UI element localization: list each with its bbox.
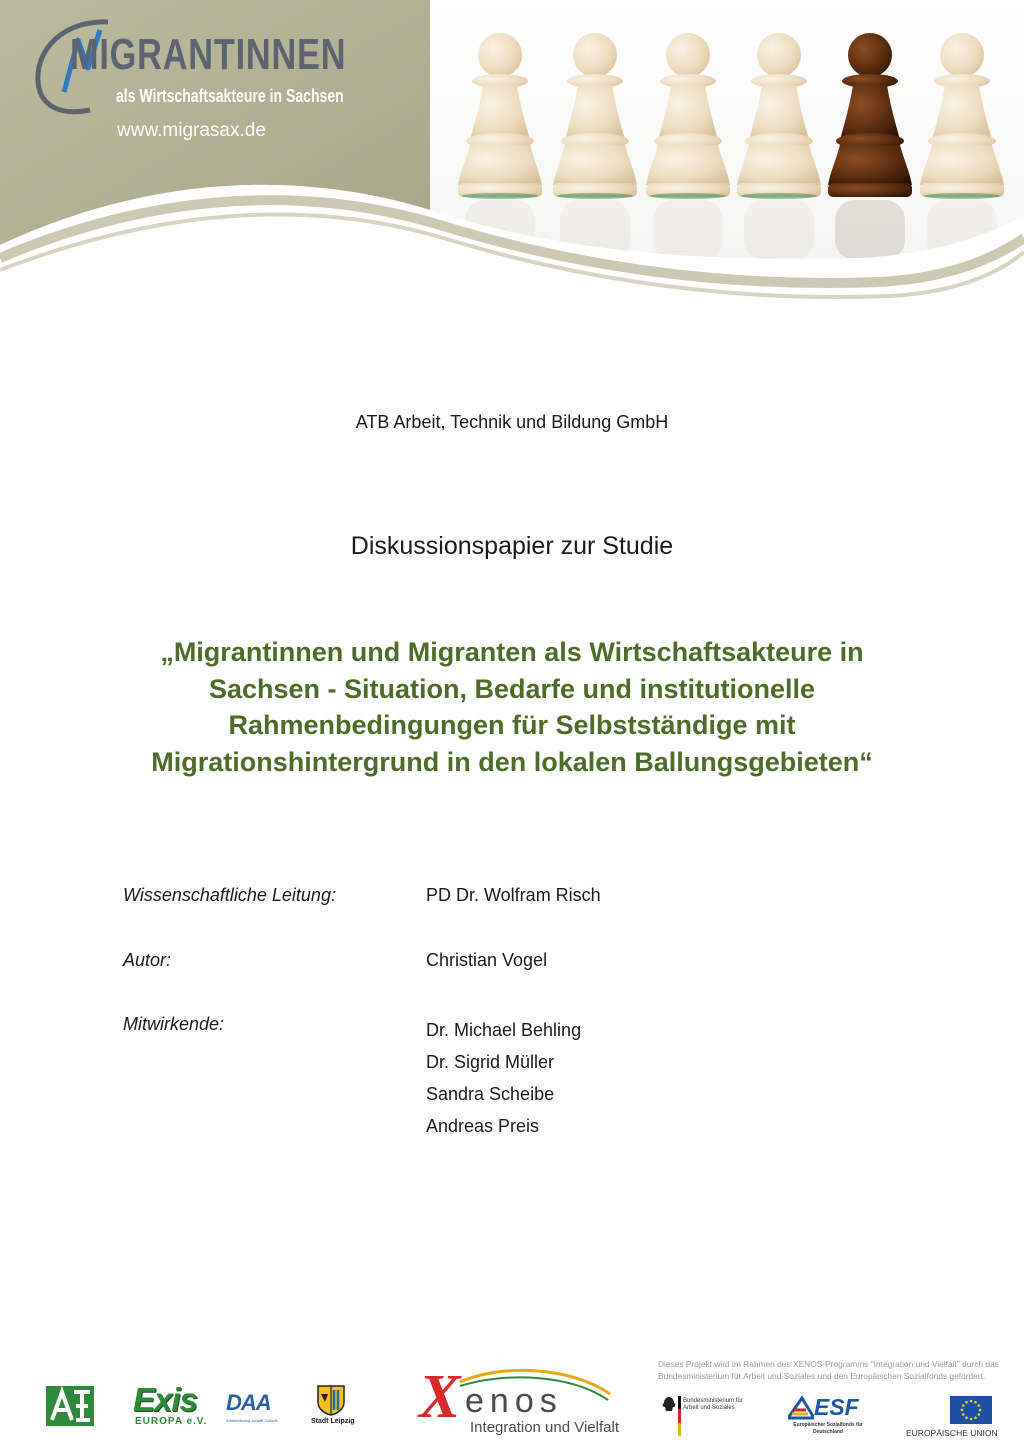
eu-star [970,1418,973,1421]
eu-star [970,1400,973,1403]
eu-star [977,1413,980,1416]
study-title: „Migrantinnen und Migranten als Wirtschaftsakteure in Sachsen - Situation, Bedarfe und institutionelle Rahmenbedingungen für Selbstständige mit Migrationshintergrund in den lokalen Ballungsgebieten“ [151,637,873,777]
logo-tagline: als Wirtschaftsakteure in Sachsen [116,86,344,106]
mitwirkende-item: Sandra Scheibe [426,1084,555,1104]
leitung-value: PD Dr. Wolfram Risch [426,885,601,905]
organization-name: ATB Arbeit, Technik und Bildung GmbH [355,412,669,432]
logo-wordmark: MIGRANTINNEN [70,30,347,79]
eu-star [961,1409,964,1412]
esf-label: Europäischer Sozialfonds für Deutschland [793,1422,863,1435]
daa-sub: Weiterbildung schafft Zukunft [226,1418,278,1423]
autor-value: Christian Vogel [426,950,548,970]
leitung-label: Wissenschaftliche Leitung: [123,885,336,905]
mitwirkende-label: Mitwirkende: [123,1014,225,1034]
eu-flag-icon [950,1396,992,1424]
funding-note: Dieses Projekt wird im Rahmen des XENOS-Programms "Integration und Vielfalt" durch das Bundesministerium für Arbeit und Soziales und den Europäischen Sozialfonds gefördert. [658,1359,999,1381]
autor-label: Autor: [123,950,172,970]
eu-star [974,1416,977,1419]
german-flag-stripe-icon [678,1396,681,1436]
leipzig-label: Stadt Leipzig [311,1418,355,1425]
xenos-tagline: Integration und Vielfalt [470,1419,619,1436]
eu-label: EUROPÄISCHE UNION [906,1428,998,1438]
mitwirkende-item: Dr. Sigrid Müller [426,1052,555,1072]
exis-logo: Exis [133,1381,197,1418]
eu-star [965,1416,968,1419]
xenos-initial: X [419,1363,461,1431]
leipzig-crest-icon [316,1384,346,1416]
logo-url[interactable]: www.migrasax.de [117,120,266,141]
esf-logo: ESF [814,1394,859,1420]
eu-star [965,1401,968,1404]
bmas-label: Bundesministerium für Arbeit und Soziales [683,1398,743,1411]
eu-star [962,1404,965,1407]
daa-logo: DAA [226,1390,271,1415]
eu-star [979,1409,982,1412]
atb-logo [46,1386,94,1426]
eu-star [977,1404,980,1407]
eu-star [962,1413,965,1416]
mitwirkende-item: Andreas Preis [426,1116,540,1136]
mitwirkende-list [426,1014,581,1142]
eu-star [974,1401,977,1404]
document-type: Diskussionspapier zur Studie [350,532,674,560]
xenos-logo: enos [465,1382,563,1420]
mitwirkende-item: Dr. Michael Behling [426,1020,582,1040]
esf-swoosh-icon [788,1396,814,1422]
exis-sub: EUROPA e.V. [135,1416,208,1427]
eagle-icon [662,1396,676,1412]
